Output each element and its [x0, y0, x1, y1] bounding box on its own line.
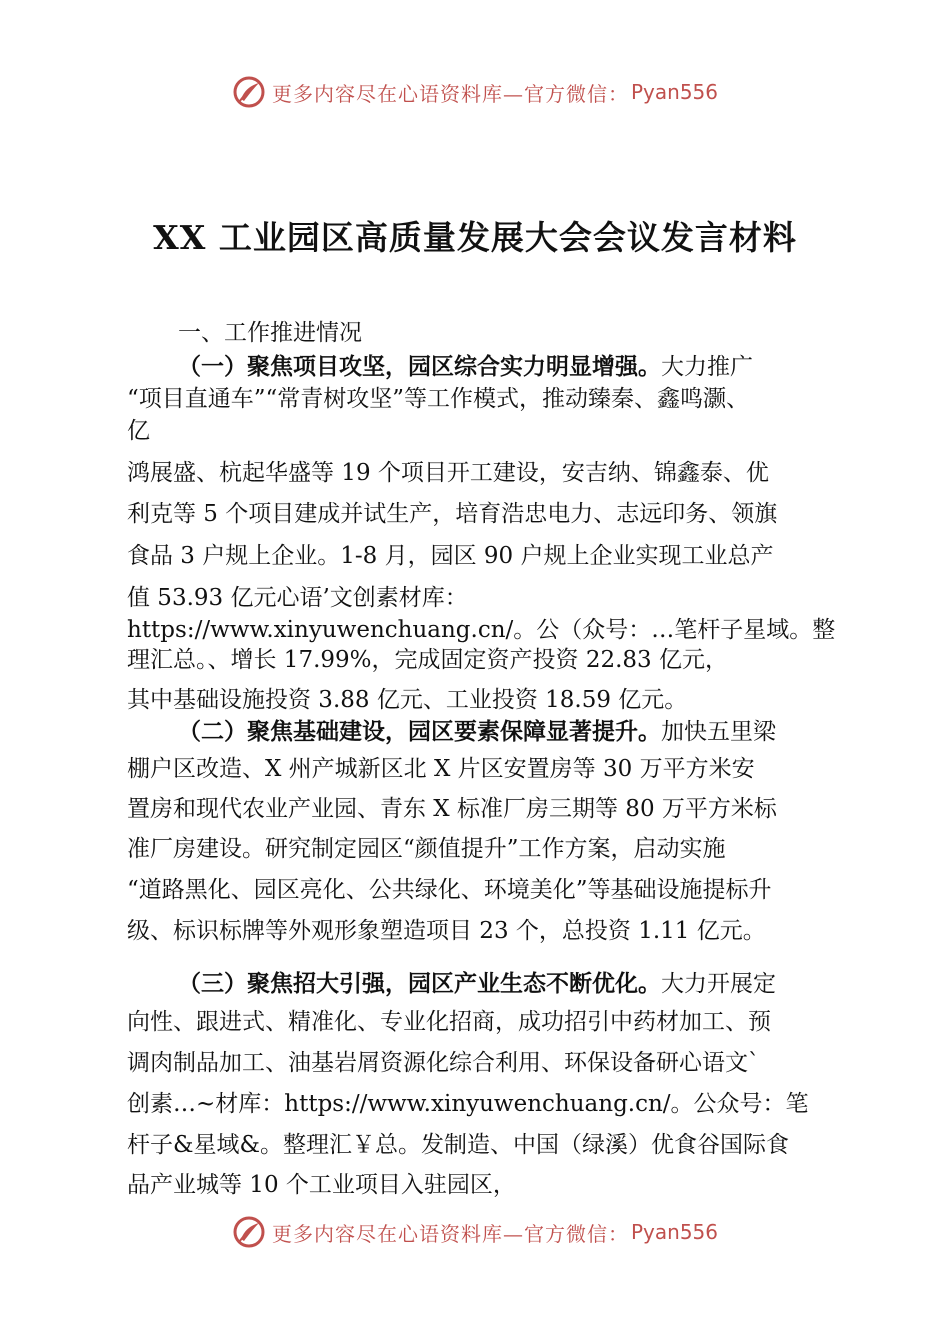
banner-text: 更多内容尽在心语资料库—官方微信： [271, 81, 629, 106]
paragraph-1-line: 其中基础设施投资 3.88 亿元、工业投资 18.59 亿元。 [127, 687, 688, 713]
paragraph-2-line: 准厂房建设。研究制定园区“颜值提升”工作方案，启动实施 [127, 836, 726, 862]
paragraph-1-line: 理汇总。、增长 17.99%，完成固定资产投资 22.83 亿元， [127, 647, 728, 673]
paragraph-1-line: https://www.xinyuwenchuang.cn/。公（众号：…笔杆子星域。整 [127, 617, 836, 643]
footer-banner [0, 1212, 950, 1252]
brush-logo-icon [232, 75, 266, 109]
paragraph-3-line: 向性、跟进式、精准化、专业化招商，成功招引中药材加工、预 [127, 1009, 771, 1035]
paragraph-1-line: 食品 3 户规上企业。1-8 月，园区 90 户规上企业实现工业总产 [127, 543, 774, 569]
paragraph-1-line: 大力推广 [661, 354, 753, 380]
paragraph-1-line: “项目直通车”“常青树攻坚”等工作模式，推动臻秦、鑫鸣灏、 [127, 386, 750, 412]
header-banner [0, 72, 950, 112]
paragraph-1-line: 利克等 5 个项目建成并试生产，培育浩忠电力、志远印务、领旗 [127, 501, 778, 527]
paragraph-3-line: 创素…~材库：https://www.xinyuwenchuang.cn/。公众号：笔 [127, 1091, 809, 1117]
paragraph-2-line: 棚户区改造、X 州产城新区北 X 片区安置房等 30 万平方米安 [127, 756, 755, 782]
paragraph-3-line: 杆子&星域&。整理汇￥总。发制造、中国（绿溪）优食谷国际食 [127, 1132, 789, 1158]
paragraph-1-line: 鸿展盛、杭起华盛等 19 个项目开工建设，安吉纳、锦鑫泰、优 [127, 460, 769, 486]
paragraph-3-line: 大力开展定 [661, 971, 776, 997]
banner-wechat-id: Pyan556 [630, 80, 718, 104]
paragraph-1-lead: （一）聚焦项目攻坚，园区综合实力明显增强。 [178, 354, 661, 380]
brush-logo-icon [232, 1215, 266, 1249]
paragraph-3-line: 调肉制品加工、油基岩屑资源化综合利用、环保设备研心语文` [127, 1050, 760, 1076]
paragraph-1-line: 值 53.93 亿元心语’文创素材库： [127, 585, 468, 611]
paragraph-2-first-line [178, 717, 776, 747]
banner-wechat-id: Pyan556 [630, 1220, 718, 1244]
paragraph-2-line: 级、标识标牌等外观形象塑造项目 23 个，总投资 1.11 亿元。 [127, 918, 766, 944]
paragraph-3-first-line [178, 969, 776, 999]
banner-text: 更多内容尽在心语资料库—官方微信： [271, 1221, 629, 1246]
paragraph-2-line: “道路黑化、园区亮化、公共绿化、环境美化”等基础设施提标升 [127, 877, 772, 903]
paragraph-2-lead: （二）聚焦基础建设，园区要素保障显著提升。 [178, 719, 661, 745]
paragraph-2-line: 加快五里梁 [661, 719, 776, 745]
paragraph-1-first-line [178, 352, 753, 382]
paragraph-1-line: 亿 [127, 418, 150, 444]
document-title: XX 工业园区高质量发展大会会议发言材料 [153, 218, 797, 257]
paragraph-3-line: 品产业城等 10 个工业项目入驻园区， [127, 1172, 516, 1198]
paragraph-2-line: 置房和现代农业产业园、青东 X 标准厂房三期等 80 万平方米标 [127, 796, 777, 822]
section-heading: 一、工作推进情况 [178, 320, 362, 346]
paragraph-3-lead: （三）聚焦招大引强，园区产业生态不断优化。 [178, 971, 661, 997]
